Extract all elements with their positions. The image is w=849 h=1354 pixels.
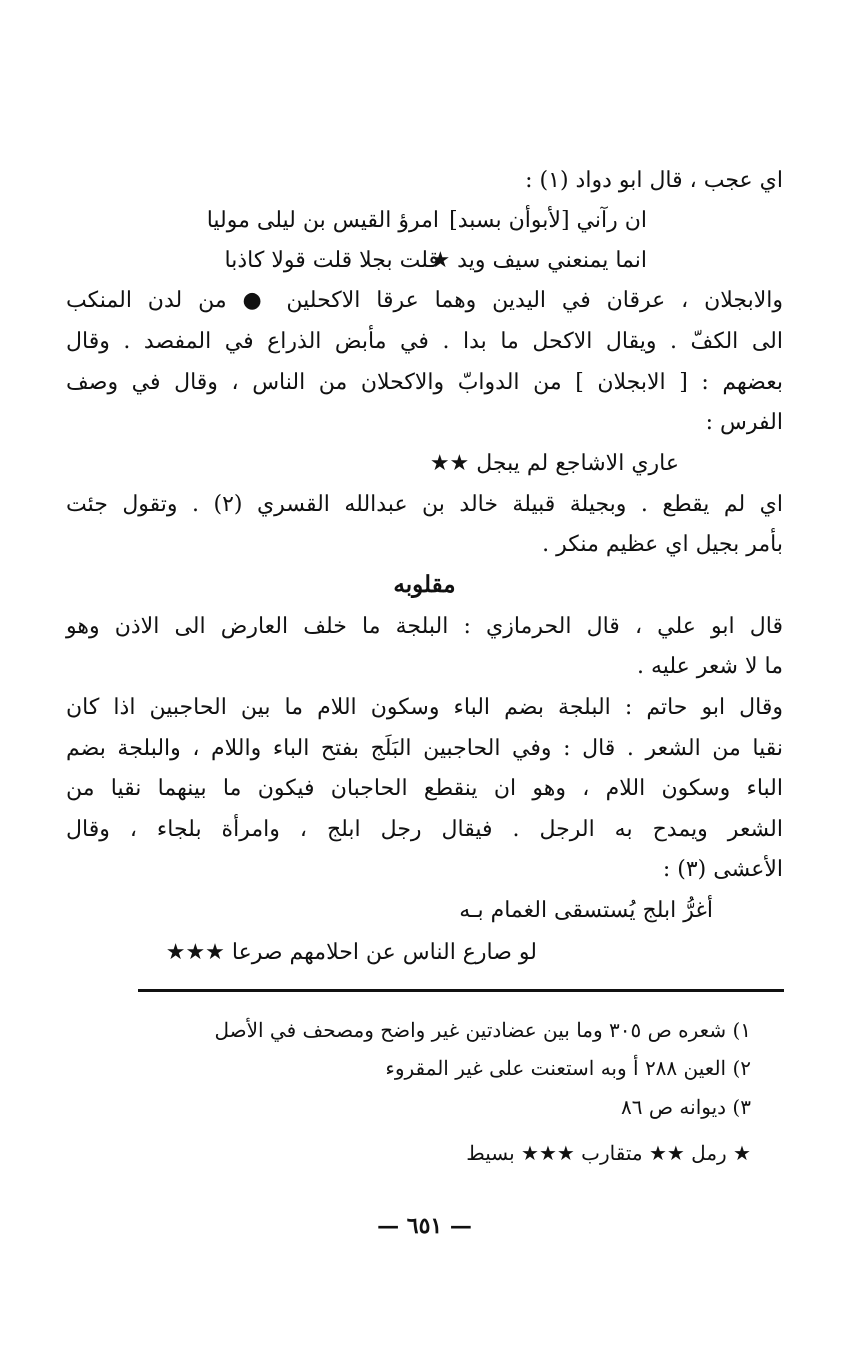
- section-heading: مقلوبه: [393, 571, 456, 598]
- verse-hemistich-left: ان رآني [لأبوأن بسبد]: [449, 208, 647, 233]
- footnote-separator: [138, 989, 784, 992]
- verse-hemistich-right: امرؤ القيس بن ليلى موليا: [206, 208, 439, 233]
- text-line: الفرس :: [705, 410, 783, 435]
- text-line: نقيا من الشعر . قال : وفي الحاجبين البَلَج بفتح الباء واللام ، والبلجة بضم: [66, 736, 783, 761]
- text-line: قال ابو علي ، قال الحرمازي : البلجة ما خلف العارض الى الاذن وهو: [66, 614, 783, 639]
- page-number: — ٦٥١ —: [377, 1213, 472, 1239]
- text-line: وقال ابو حاتم : البلجة بضم الباء وسكون اللام ما بين الحاجبين اذا كان: [66, 695, 783, 720]
- verse-line: لو صارع الناس عن احلامهم صرعا ★★★: [165, 940, 537, 965]
- text-line: والابجلان ، عرقان في اليدين وهما عرقا الاكحلين ● من لدن المنكب: [66, 288, 783, 313]
- text-line: بعضهم : [ الابجلان ] من الدوابّ والاكحلان من الناس ، وقال في وصف: [66, 370, 783, 395]
- footnote: ٢) العين ٢٨٨ أ وبه استعنت على غير المقروء: [385, 1056, 751, 1080]
- meter-legend: ★ رمل ★★ متقارب ★★★ بسيط: [466, 1141, 751, 1165]
- footnote: ١) شعره ص ٣٠٥ وما بين عضادتين غير واضح ومصحف في الأصل: [214, 1018, 751, 1042]
- text-line: اي لم يقطع . وبجيلة قبيلة خالد بن عبدالله القسري (٢) . وتقول جئت: [66, 492, 784, 517]
- text-line: الشعر ويمدح به الرجل . فيقال رجل ابلج ، وامرأة بلجاء ، وقال: [66, 817, 783, 842]
- verse-hemistich-right: قلت بجلا قلت قولا كاذبا: [224, 248, 439, 273]
- verse-hemistich-left: انما يمنعني سيف ويد ★: [430, 248, 647, 273]
- verse-line: عاري الاشاجع لم يبجل ★★: [429, 451, 679, 476]
- text-line: الأعشى (٣) :: [662, 857, 783, 882]
- text-line: بأمر بجيل اي عظيم منكر .: [542, 532, 783, 557]
- text-line: اي عجب ، قال ابو دواد (١) :: [525, 168, 783, 193]
- verse-line: أغرُّ ابلج يُستسقى الغمام بـه: [459, 898, 713, 923]
- text-line: ما لا شعر عليه .: [636, 654, 783, 679]
- text-line: الى الكفّ . ويقال الاكحل ما بدا . في مأبض الذراع في المفصد . وقال: [66, 329, 783, 354]
- footnote: ٣) ديوانه ص ٨٦: [621, 1095, 751, 1119]
- text-line: الباء وسكون اللام ، وهو ان ينقطع الحاجبان فيكون ما بينهما نقيا من: [66, 776, 783, 801]
